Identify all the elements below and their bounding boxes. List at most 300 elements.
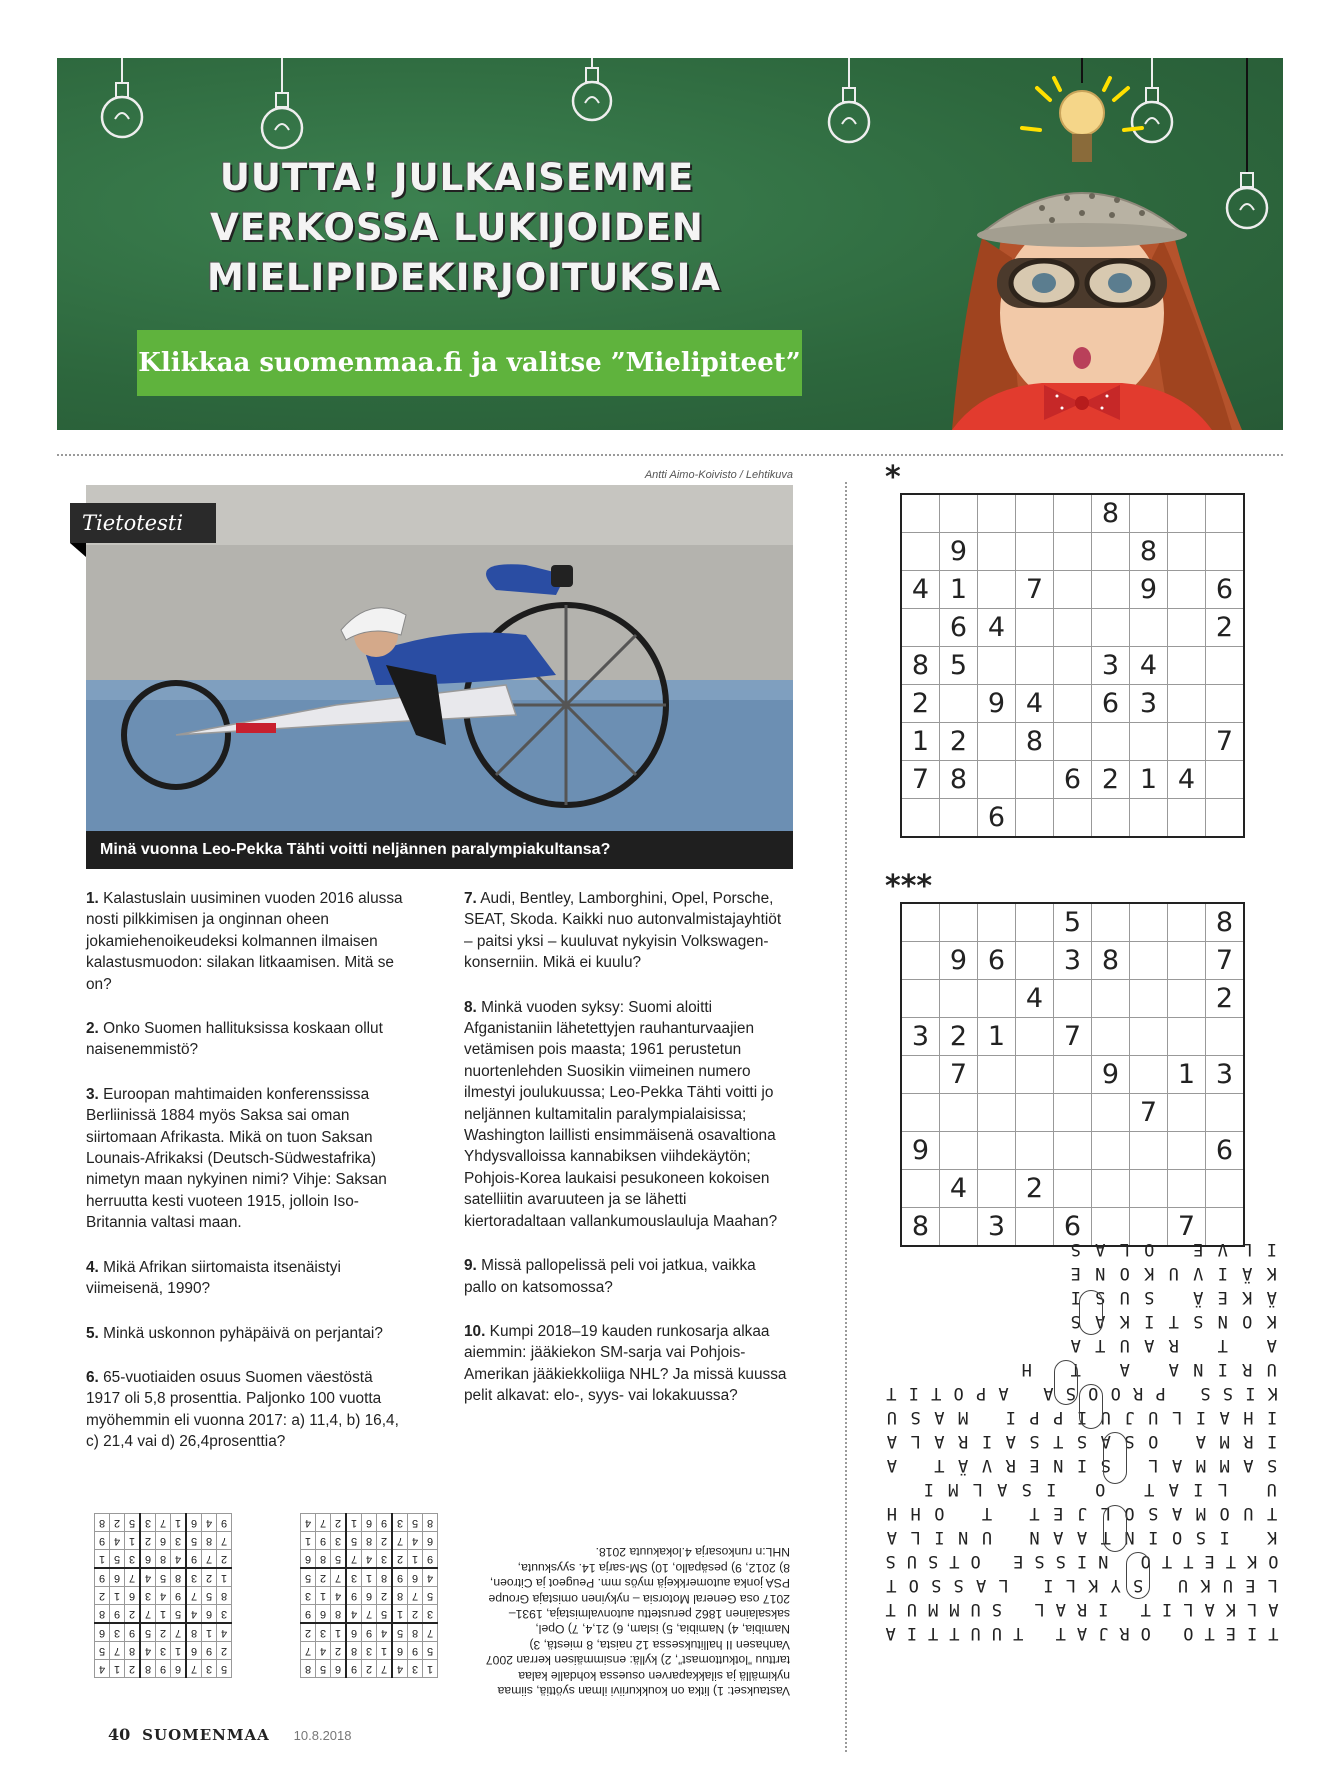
sudoku-cell: 5 <box>1054 903 1092 942</box>
sudoku-cell: 6 <box>423 1532 438 1550</box>
quiz-answers: Vastaukset: 1) litka on koukkuriivi ilman syöttiä, siimaa nykimällä ja silakkaparven osuessa kohdalle kalaa tarttuu ”lotkuttomast”, 2) kyllä: ensimmäisen kerran 2007 Vanhasen II hallituksessa 12 naista, 8 miestä, 3) Namibia, 4) Namibia, 5) islam, 6) 21,4, 7) Opel, saksalainen 1862 perustettu autonvalmistaja, 1931–2017 osa General Motorsia – nykyinen omistaja Groupe PSA jonka automerkkejä myös mm. Peugeot ja Citroen, 8) 2012, 9) pesäpallo, 10) SM-sarja 14. syyskuuta, NHL:n runkosarja 4.lokakuuta 2018. <box>485 1545 790 1698</box>
sudoku-cell: 7 <box>186 1587 202 1605</box>
sudoku-cell <box>901 942 940 980</box>
sudoku-cell: 3 <box>1092 647 1130 685</box>
sudoku-cell: 6 <box>346 1623 362 1642</box>
quiz-question: 3. Euroopan mahtimaiden konferenssissa Berliinissä 1884 myös Saksa sai oman siirtomaan Afrikasta. Mikä on tuon Saksan Lounais-Afrikaksi (Deutsch-Südwestafrika) nimetyn maan nykyinen nimi? Vihje: Saksan herruutta kesti vuoteen 1915, jolloin Iso-Britannia valtasi maan. <box>86 1085 387 1232</box>
sudoku-cell: 8 <box>940 761 978 799</box>
sudoku-cell <box>1168 685 1206 723</box>
sudoku-cell <box>1168 799 1206 838</box>
sudoku-cell: 3 <box>156 1642 171 1660</box>
sudoku-cell: 8 <box>217 1587 232 1605</box>
sudoku-cell: 6 <box>171 1660 187 1678</box>
sudoku-cell: 1 <box>331 1623 347 1642</box>
headline-line: VERKOSSA LUKIJOIDEN <box>210 206 704 249</box>
sudoku-cell <box>1016 1018 1054 1056</box>
sudoku-cell: 8 <box>1130 533 1168 571</box>
sudoku-cell: 7 <box>125 1568 141 1587</box>
sudoku-cell: 5 <box>95 1642 110 1660</box>
sudoku-cell <box>1206 533 1245 571</box>
sudoku-cell: 4 <box>346 1605 362 1624</box>
sudoku-cell <box>978 1056 1016 1094</box>
sudoku-cell: 9 <box>423 1550 438 1569</box>
sudoku-cell: 2 <box>316 1568 331 1587</box>
sudoku-cell: 1 <box>423 1660 438 1678</box>
sudoku-cell <box>1054 533 1092 571</box>
sudoku-cell <box>1168 609 1206 647</box>
sudoku-cell: 3 <box>978 1208 1016 1247</box>
sudoku-cell <box>901 533 940 571</box>
sudoku-cell: 2 <box>110 1514 125 1532</box>
sudoku-cell: 9 <box>171 1587 187 1605</box>
quiz-question: 10. Kumpi 2018–19 kauden runkosarja alkaa aiemmin: jääkiekon SM-sarja vai Pohjois-Amerikan jääkiekkoliiga NHL? Ja missä kuussa pelit alkavat: elo-, syys- vai lokakuussa? <box>464 1322 787 1405</box>
sudoku-cell <box>1016 494 1054 533</box>
answer-circle <box>1054 1360 1078 1405</box>
sudoku-cell <box>1016 799 1054 838</box>
sudoku-cell <box>1054 1132 1092 1170</box>
sudoku-cell: 5 <box>377 1605 393 1624</box>
sudoku-solution-grid <box>94 1513 232 1678</box>
sudoku-cell: 8 <box>901 1208 940 1247</box>
quiz-question: 9. Missä pallopelissä peli voi jatkua, vaikka pallo on katsomossa? <box>464 1257 756 1296</box>
tag-fold <box>70 543 86 557</box>
sudoku-cell: 1 <box>110 1587 125 1605</box>
sudoku-cell: 2 <box>301 1623 316 1642</box>
sudoku-easy <box>900 493 1245 838</box>
sudoku-cell: 6 <box>1206 1132 1245 1170</box>
sudoku-cell: 9 <box>1130 571 1168 609</box>
sudoku-cell: 4 <box>408 1532 423 1550</box>
crossword-row: O K T E T T O N I S S E O T S U S <box>885 1551 1279 1571</box>
sudoku-cell <box>1092 1018 1130 1056</box>
sudoku-cell: 8 <box>95 1514 110 1532</box>
sudoku-cell: 2 <box>362 1660 377 1678</box>
crossword-row: L E U K U S Y K L I L A S S O T <box>886 1575 1278 1595</box>
sudoku-cell: 6 <box>316 1605 331 1624</box>
sudoku-cell <box>1092 1132 1130 1170</box>
sudoku-cell <box>1054 1056 1092 1094</box>
sudoku-cell: 5 <box>156 1568 171 1587</box>
sudoku-cell: 8 <box>331 1605 347 1624</box>
sudoku-cell: 5 <box>346 1532 362 1550</box>
crossword-row: U L I A T O I S A L M I <box>923 1479 1277 1499</box>
crossword-row: K I S O I N T A A N U N I L A <box>886 1527 1278 1547</box>
sudoku-cell: 8 <box>156 1550 171 1569</box>
sudoku-cell: 6 <box>331 1660 347 1678</box>
sudoku-cell: 1 <box>316 1587 331 1605</box>
sudoku-cell: 1 <box>377 1642 393 1660</box>
sudoku-cell: 7 <box>156 1514 171 1532</box>
sudoku-cell <box>1206 685 1245 723</box>
sudoku-cell: 3 <box>1206 1056 1245 1094</box>
sudoku-cell: 3 <box>392 1514 408 1532</box>
sudoku-cell <box>1168 942 1206 980</box>
sudoku-cell: 9 <box>156 1660 171 1678</box>
sudoku-cell: 9 <box>362 1623 377 1642</box>
sudoku-cell: 6 <box>1206 571 1245 609</box>
sudoku-cell <box>978 571 1016 609</box>
sudoku-cell: 8 <box>362 1532 377 1550</box>
sudoku-cell <box>978 647 1016 685</box>
sudoku-cell <box>940 799 978 838</box>
crossword-row: K I S S P R O O S A A P O T I T <box>886 1383 1278 1403</box>
sudoku-cell: 9 <box>392 1568 408 1587</box>
sudoku-cell: 9 <box>978 685 1016 723</box>
sudoku-cell: 7 <box>1206 723 1245 761</box>
sudoku-cell <box>1168 1094 1206 1132</box>
sudoku-cell: 8 <box>346 1642 362 1660</box>
sudoku-cell: 1 <box>392 1605 408 1624</box>
sudoku-cell: 4 <box>1130 647 1168 685</box>
sudoku-cell: 8 <box>301 1660 316 1678</box>
sudoku-cell: 8 <box>1092 942 1130 980</box>
sudoku-cell: 5 <box>301 1568 316 1587</box>
sudoku-cell <box>1054 1170 1092 1208</box>
sudoku-cell: 2 <box>217 1550 232 1569</box>
crossword-row: T I E T O O R J A T T U U T T I A <box>885 1623 1279 1643</box>
sudoku-cell <box>1054 723 1092 761</box>
sudoku-cell: 5 <box>217 1660 232 1678</box>
sudoku-cell: 2 <box>331 1514 347 1532</box>
sudoku-cell: 4 <box>377 1623 393 1642</box>
sudoku-cell: 4 <box>1016 980 1054 1018</box>
sudoku-cell <box>1168 1018 1206 1056</box>
sudoku-cell: 2 <box>940 723 978 761</box>
sudoku-cell <box>978 723 1016 761</box>
sudoku-cell: 1 <box>901 723 940 761</box>
sudoku-cell: 1 <box>171 1642 187 1660</box>
sudoku-cell <box>978 761 1016 799</box>
sudoku-cell: 1 <box>125 1532 141 1550</box>
sudoku-cell <box>1168 1132 1206 1170</box>
sudoku-cell: 6 <box>362 1587 377 1605</box>
answer-circle <box>1103 1505 1127 1552</box>
sudoku-cell: 5 <box>202 1587 217 1605</box>
sudoku-cell: 8 <box>392 1587 408 1605</box>
sudoku-cell: 1 <box>156 1605 171 1624</box>
sudoku-cell: 1 <box>1130 761 1168 799</box>
sudoku-cell: 9 <box>1092 1056 1130 1094</box>
magazine-name: SUOMENMAA <box>142 1726 270 1744</box>
banner-cta[interactable]: Klikkaa suomenmaa.fi ja valitse ”Mielipiteet” <box>137 330 802 396</box>
sudoku-cell <box>1016 1132 1054 1170</box>
quiz-question: 1. Kalastuslain uusiminen vuoden 2016 alussa nosti pilkkimisen ja onginnan oheen jokamiehenoikeudeksi kolmannen ilmaisen kalastusmuodon: silakan litkaamisen. Mitä se on? <box>86 890 403 993</box>
quiz-question: 5. Minkä uskonnon pyhäpäivä on perjantai? <box>86 1324 383 1342</box>
sudoku-cell: 2 <box>377 1532 393 1550</box>
sudoku-cell: 1 <box>171 1514 187 1532</box>
banner-headline <box>207 153 721 303</box>
sudoku-cell <box>978 980 1016 1018</box>
issue-date: 10.8.2018 <box>293 1728 352 1743</box>
sudoku-cell <box>1054 647 1092 685</box>
sudoku-cell <box>1130 1132 1168 1170</box>
sudoku-cell <box>1016 609 1054 647</box>
sudoku-cell <box>901 799 940 838</box>
sudoku-cell <box>901 609 940 647</box>
sudoku-cell <box>1206 799 1245 838</box>
sudoku-cell <box>1168 903 1206 942</box>
headline-line: UUTTA! JULKAISEMME <box>219 156 695 199</box>
sudoku-cell <box>978 1132 1016 1170</box>
crossword-row: T U O M A S O L J E T T O H H <box>886 1503 1278 1523</box>
sudoku-cell: 3 <box>901 1018 940 1056</box>
sudoku-cell: 2 <box>331 1642 347 1660</box>
sudoku-cell <box>1130 799 1168 838</box>
sudoku-cell: 4 <box>140 1642 156 1660</box>
sudoku-cell: 8 <box>423 1514 438 1532</box>
sudoku-cell: 2 <box>217 1642 232 1660</box>
sudoku-cell: 4 <box>186 1605 202 1624</box>
sudoku-cell: 6 <box>110 1568 125 1587</box>
sudoku-cell: 8 <box>1092 494 1130 533</box>
sudoku-cell <box>1130 1018 1168 1056</box>
sudoku-cell: 3 <box>202 1660 217 1678</box>
sudoku-cell <box>1054 571 1092 609</box>
sudoku-cell: 4 <box>392 1660 408 1678</box>
sudoku-cell: 6 <box>156 1532 171 1550</box>
sudoku-cell: 6 <box>940 609 978 647</box>
sudoku-cell: 8 <box>125 1642 141 1660</box>
sudoku-cell: 7 <box>1054 1018 1092 1056</box>
sudoku-cell <box>1168 980 1206 1018</box>
sudoku-cell <box>1130 980 1168 1018</box>
sudoku-cell: 6 <box>301 1550 316 1569</box>
sudoku-cell: 4 <box>1168 761 1206 799</box>
sudoku-cell <box>1130 494 1168 533</box>
sudoku-cell: 6 <box>408 1568 423 1587</box>
sudoku-cell: 7 <box>423 1623 438 1642</box>
quiz-question: 8. Minkä vuoden syksy: Suomi aloitti Afganistaniin lähetettyjen rauhanturvaajien vetämisen pois maasta; 1961 perustetun nuortenlehden Suosikin viimeinen numero ilmestyi joulukuussa; Leo-Pekka Tähti voitti jo neljännen kultamitalin paralympialaisissa; Washington laillisti ensimmäisenä osavaltiona Yhdysvalloissa kannabiksen viihdekäytön; Pohjois-Korea laukaisi pesukoneen kokoisen satelliitin avaruuteen ja se lähetti kiertoradaltaan vallankumouslauluja Maahan? <box>464 998 778 1230</box>
sudoku-cell: 7 <box>392 1532 408 1550</box>
sudoku-cell: 3 <box>186 1568 202 1587</box>
sudoku-cell: 5 <box>125 1514 141 1532</box>
sudoku-cell: 3 <box>377 1550 393 1569</box>
sudoku-cell <box>1016 1056 1054 1094</box>
sudoku-cell: 3 <box>301 1587 316 1605</box>
sudoku-cell: 1 <box>408 1550 423 1569</box>
sudoku-cell <box>1168 723 1206 761</box>
sudoku-cell: 9 <box>901 1132 940 1170</box>
sudoku-cell: 4 <box>156 1587 171 1605</box>
sudoku-cell: 9 <box>940 942 978 980</box>
sudoku-cell: 5 <box>940 647 978 685</box>
sudoku-cell: 8 <box>202 1532 217 1550</box>
sudoku-cell <box>1130 609 1168 647</box>
sudoku-cell: 8 <box>95 1605 110 1624</box>
sudoku-cell: 7 <box>202 1550 217 1569</box>
crossword-row: U R I N A A T H <box>1021 1359 1277 1379</box>
lightbulb-icon <box>97 58 147 163</box>
sudoku-cell: 2 <box>140 1532 156 1550</box>
sudoku-cell: 6 <box>125 1587 141 1605</box>
sudoku-cell <box>1054 980 1092 1018</box>
sudoku-cell: 9 <box>202 1642 217 1660</box>
sudoku-cell <box>1016 1094 1054 1132</box>
sudoku-cell: 1 <box>202 1623 217 1642</box>
sudoku-cell: 5 <box>110 1550 125 1569</box>
sudoku-cell <box>1092 799 1130 838</box>
sudoku-cell: 3 <box>316 1623 331 1642</box>
sudoku-cell <box>1092 723 1130 761</box>
sudoku-cell: 6 <box>362 1514 377 1532</box>
difficulty-stars: *** <box>885 869 933 904</box>
sudoku-cell: 3 <box>171 1532 187 1550</box>
sudoku-cell: 6 <box>1054 761 1092 799</box>
sudoku-cell <box>901 903 940 942</box>
sudoku-cell: 6 <box>978 799 1016 838</box>
sudoku-cell: 2 <box>1206 609 1245 647</box>
sudoku-cell: 3 <box>408 1660 423 1678</box>
sudoku-cell <box>940 1132 978 1170</box>
sudoku-cell: 4 <box>316 1642 331 1660</box>
answer-circle <box>1126 1552 1150 1599</box>
sudoku-cell: 4 <box>978 609 1016 647</box>
sudoku-cell <box>1054 685 1092 723</box>
sudoku-cell: 3 <box>217 1605 232 1624</box>
sudoku-cell: 7 <box>171 1623 187 1642</box>
sudoku-cell: 3 <box>423 1605 438 1624</box>
sudoku-cell <box>1016 647 1054 685</box>
sudoku-cell <box>1130 723 1168 761</box>
sudoku-cell <box>1092 1170 1130 1208</box>
sudoku-cell <box>1130 942 1168 980</box>
column-divider <box>845 482 847 1752</box>
sudoku-cell <box>1130 903 1168 942</box>
child-with-helmet-image <box>942 58 1283 430</box>
sudoku-cell: 7 <box>140 1605 156 1624</box>
sudoku-cell: 4 <box>202 1514 217 1532</box>
sudoku-cell: 2 <box>125 1605 141 1624</box>
sudoku-cell: 4 <box>331 1587 347 1605</box>
sudoku-cell <box>1130 1170 1168 1208</box>
sudoku-cell: 8 <box>377 1568 393 1587</box>
sudoku-cell: 4 <box>423 1568 438 1587</box>
section-divider <box>57 454 1283 456</box>
sudoku-cell <box>940 494 978 533</box>
sudoku-cell <box>1168 571 1206 609</box>
sudoku-cell: 9 <box>110 1605 125 1624</box>
sudoku-cell: 6 <box>140 1550 156 1569</box>
sudoku-cell: 2 <box>1206 980 1245 1018</box>
sudoku-cell: 3 <box>140 1587 156 1605</box>
sudoku-cell <box>1054 1094 1092 1132</box>
sudoku-cell <box>978 1170 1016 1208</box>
sudoku-cell: 6 <box>202 1605 217 1624</box>
sudoku-cell: 9 <box>346 1587 362 1605</box>
crossword-row: I R M A O S A S T S A I R A L A <box>886 1431 1278 1451</box>
sudoku-cell <box>940 1094 978 1132</box>
sudoku-cell: 1 <box>301 1532 316 1550</box>
lightbulb-icon <box>567 58 617 153</box>
sudoku-cell: 5 <box>423 1642 438 1660</box>
sudoku-cell: 4 <box>140 1568 156 1587</box>
lightbulb-icon <box>824 58 874 168</box>
crossword-row: S A M M A L S I N E R V Ä T A <box>886 1455 1278 1475</box>
sudoku-cell: 6 <box>1054 1208 1092 1247</box>
sudoku-cell: 9 <box>186 1550 202 1569</box>
sudoku-cell: 7 <box>217 1532 232 1550</box>
sudoku-cell: 1 <box>362 1568 377 1587</box>
quiz-question: 7. Audi, Bentley, Lamborghini, Opel, Porsche, SEAT, Skoda. Kaikki nuo autonvalmistajayhtiöt – paitsi yksi – kuuluvat nykyisin Volkswagen-konserniin. Mikä ei kuulu? <box>464 890 782 972</box>
sudoku-cell: 3 <box>140 1514 156 1532</box>
sudoku-cell <box>901 1056 940 1094</box>
photo-caption: Minä vuonna Leo-Pekka Tähti voitti neljännen paralympiakultansa? <box>86 831 793 869</box>
sudoku-cell: 9 <box>377 1514 393 1532</box>
sudoku-cell: 9 <box>217 1514 232 1532</box>
answer-circle <box>1103 1432 1127 1484</box>
quiz-question: 6. 65-vuotiaiden osuus Suomen väestöstä 1917 oli 5,8 prosenttia. Paljonko 100 vuotta myöhemmin eli vuonna 2017: a) 11,4, b) 16,4, c) 21,4 vai d) 26,4prosenttia? <box>86 1368 399 1451</box>
sudoku-cell: 7 <box>901 761 940 799</box>
sudoku-cell: 5 <box>392 1623 408 1642</box>
sudoku-cell <box>978 494 1016 533</box>
answer-circle <box>1079 1290 1103 1335</box>
sudoku-cell: 8 <box>186 1623 202 1642</box>
sudoku-cell: 9 <box>346 1660 362 1678</box>
sudoku-cell: 5 <box>331 1550 347 1569</box>
sudoku-cell <box>901 980 940 1018</box>
page-footer <box>108 1725 352 1744</box>
sudoku-cell <box>1092 903 1130 942</box>
sudoku-cell <box>1054 494 1092 533</box>
quiz-question: 4. Mikä Afrikan siirtomaista itsenäistyi viimeisenä, 1990? <box>86 1258 341 1298</box>
sudoku-cell <box>978 1094 1016 1132</box>
sudoku-cell: 5 <box>316 1660 331 1678</box>
sudoku-cell: 7 <box>331 1568 347 1587</box>
crossword-row: Ä K E Ä S U S I <box>1070 1287 1277 1307</box>
sudoku-cell: 1 <box>217 1568 232 1587</box>
sudoku-cell: 3 <box>331 1532 347 1550</box>
sudoku-cell: 2 <box>377 1587 393 1605</box>
sudoku-solution-grid <box>300 1513 438 1678</box>
sudoku-cell: 4 <box>217 1623 232 1642</box>
sudoku-cell: 2 <box>392 1550 408 1569</box>
quiz-column-right <box>464 888 792 1430</box>
sudoku-cell <box>1016 761 1054 799</box>
crossword-row: A L K A L I T I R A L S U M M U T <box>885 1599 1279 1619</box>
sudoku-cell: 1 <box>346 1514 362 1532</box>
sudoku-cell <box>1168 647 1206 685</box>
sudoku-cell <box>1130 1056 1168 1094</box>
sudoku-cell: 2 <box>408 1605 423 1624</box>
sudoku-cell: 7 <box>1130 1094 1168 1132</box>
sudoku-cell <box>1092 609 1130 647</box>
sudoku-cell: 2 <box>940 1018 978 1056</box>
quiz-column-left <box>86 888 411 1476</box>
sudoku-cell <box>1168 533 1206 571</box>
sudoku-cell: 1 <box>95 1550 110 1569</box>
sudoku-cell <box>1092 533 1130 571</box>
sudoku-cell <box>1206 1018 1245 1056</box>
sudoku-cell: 6 <box>392 1642 408 1660</box>
sudoku-cell: 3 <box>110 1623 125 1642</box>
sudoku-cell: 7 <box>1168 1208 1206 1247</box>
sudoku-cell <box>1206 1170 1245 1208</box>
sudoku-cell: 3 <box>1054 942 1092 980</box>
sudoku-cell: 6 <box>978 942 1016 980</box>
sudoku-cell: 8 <box>140 1660 156 1678</box>
sudoku-cell: 7 <box>1016 571 1054 609</box>
sudoku-cell: 4 <box>901 571 940 609</box>
difficulty-stars: * <box>885 460 901 495</box>
sudoku-cell: 4 <box>301 1514 316 1532</box>
sudoku-cell: 2 <box>95 1587 110 1605</box>
sudoku-cell: 7 <box>316 1514 331 1532</box>
sudoku-cell: 4 <box>171 1550 187 1569</box>
page-number: 40 <box>108 1725 131 1744</box>
sudoku-cell: 2 <box>1016 1170 1054 1208</box>
sudoku-cell <box>1168 494 1206 533</box>
sudoku-hard <box>900 902 1245 1247</box>
